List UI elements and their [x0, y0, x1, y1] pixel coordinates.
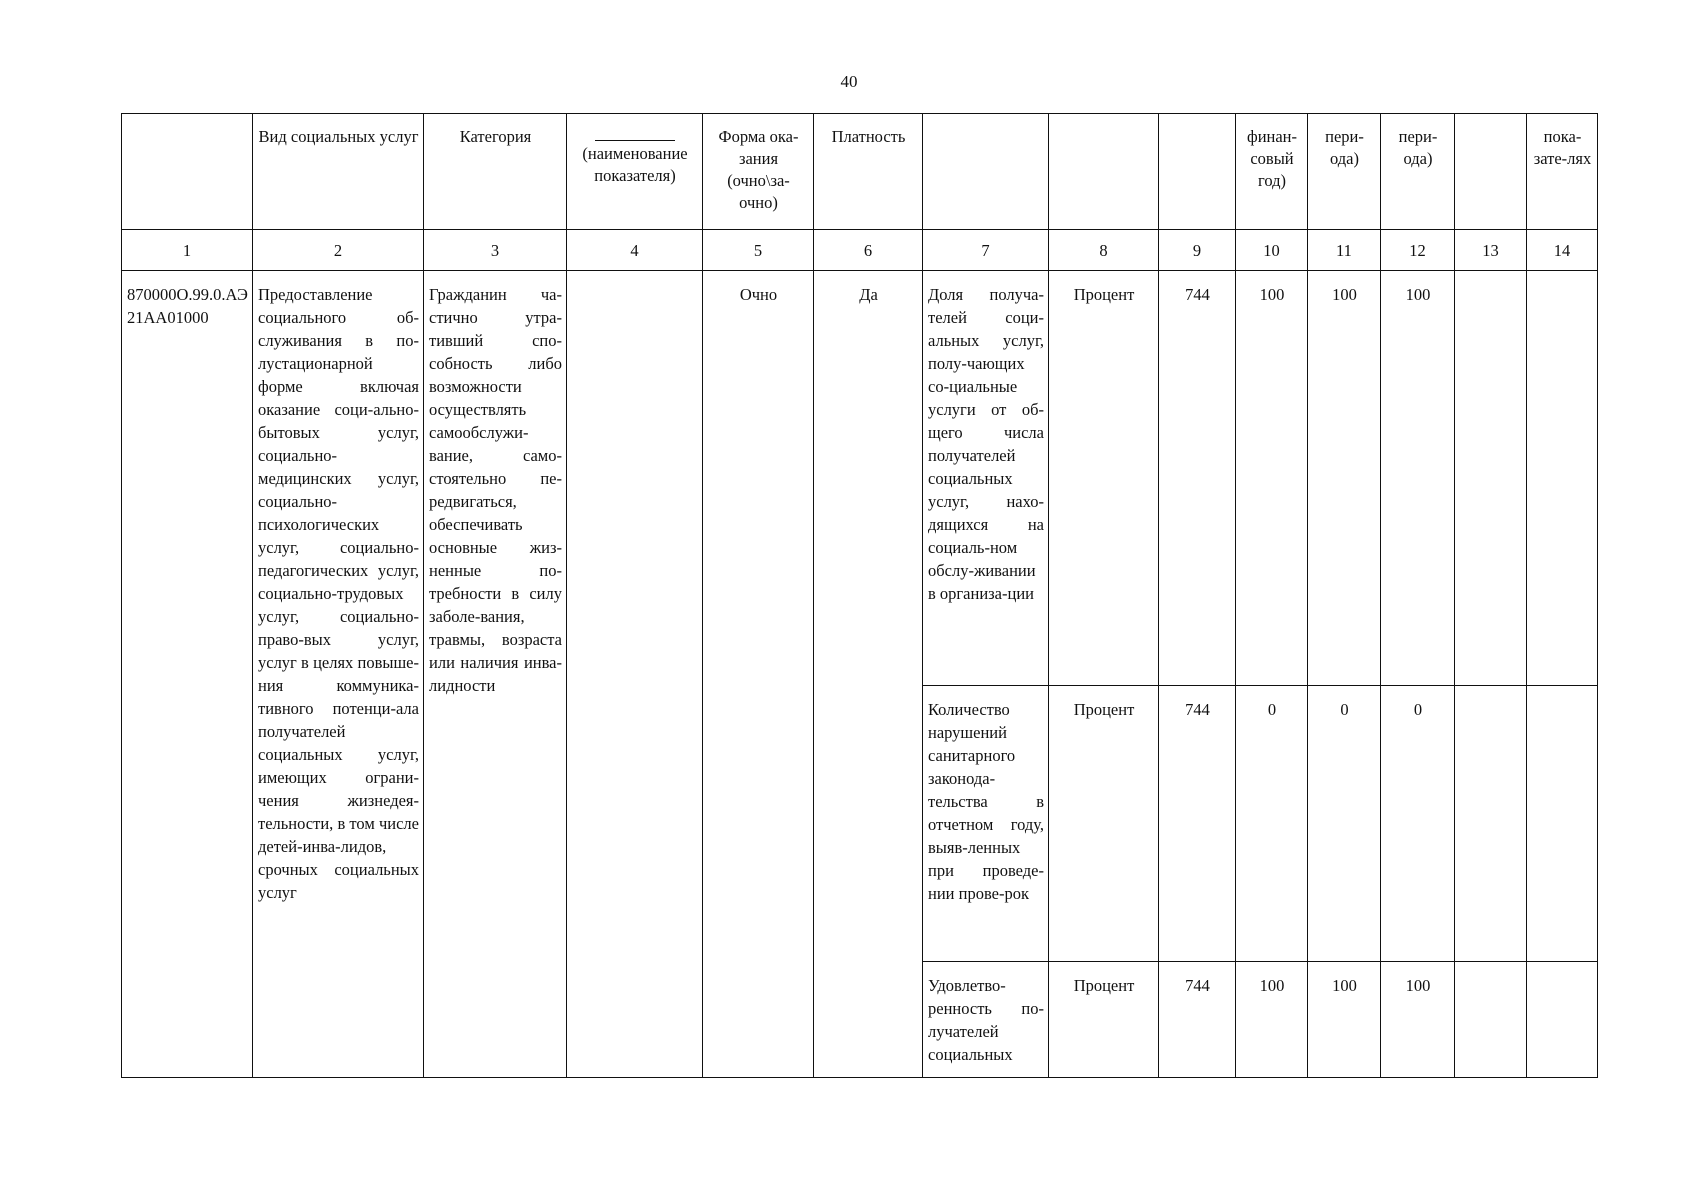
header-cell-1	[122, 114, 253, 230]
column-number: 9	[1159, 230, 1236, 271]
indicator-value-13	[1455, 962, 1527, 1078]
header-cell-7	[923, 114, 1049, 230]
indicator-name: Удовлетво-ренность по-лучателей социальных	[923, 962, 1049, 1078]
header-blank-line	[595, 140, 675, 141]
page-number: 40	[840, 72, 858, 91]
indicator-unit: Процент	[1049, 271, 1159, 686]
indicator-value-period-2: 100	[1381, 271, 1455, 686]
header-cell-8	[1049, 114, 1159, 230]
indicator-unit: Процент	[1049, 686, 1159, 962]
indicator-okei-code: 744	[1159, 271, 1236, 686]
indicator-value-year: 100	[1236, 962, 1308, 1078]
header-cell-indicators: пока-зате-лях	[1527, 114, 1598, 230]
header-cell-period-1: пери-ода)	[1308, 114, 1381, 230]
table-header-row	[122, 114, 1598, 230]
indicator-value-year: 0	[1236, 686, 1308, 962]
record-indicator-name	[567, 271, 703, 1078]
record-category: Гражданин ча-стично утра-тивший спо-собность либо возможности осуществлять самообслужи-вание, само-стоятельно пе-редвигаться, обеспечивать основные жиз-ненные по-требности в силу заболе-вания, травмы, возраста или наличия инва-лидности	[424, 271, 567, 1078]
record-code: 870000О.99.0.АЭ21АА01000	[122, 271, 253, 1078]
indicator-name: Доля получа-телей соци-альных услуг, полу-чающих со-циальные услуги от об-щего числа получателей социальных услуг, нахо-дящихся на социаль-ном обслу-живании в организа-ции	[923, 271, 1049, 686]
column-numbers-row	[122, 230, 1598, 271]
indicator-okei-code: 744	[1159, 686, 1236, 962]
column-number: 11	[1308, 230, 1381, 271]
column-number: 6	[814, 230, 923, 271]
header-cell-indicator-name	[567, 114, 703, 230]
indicator-value-period-2: 0	[1381, 686, 1455, 962]
header-cell-period-2: пери-ода)	[1381, 114, 1455, 230]
indicator-value-period-1: 0	[1308, 686, 1381, 962]
column-number: 12	[1381, 230, 1455, 271]
indicator-value-13	[1455, 271, 1527, 686]
header-cell-13	[1455, 114, 1527, 230]
record-service-type: Предоставление социального об-служивания в по-лустационарной форме включая оказание соци-ально-бытовых услуг, социально-медицинских услуг, социально-психологических услуг, социально-педагогических услуг, социально-трудовых услуг, социально-право-вых услуг, услуг в целях повыше-ния коммуника-тивного потенци-ала получателей социальных услуг, имеющих ограни-чения жизнедея-тельности, в том числе детей-инва-лидов, срочных социальных услуг	[253, 271, 424, 1078]
indicator-okei-code: 744	[1159, 962, 1236, 1078]
header-cell-form: Форма ока-зания (очно\за-очно)	[703, 114, 814, 230]
indicator-value-period-2: 100	[1381, 962, 1455, 1078]
column-number: 13	[1455, 230, 1527, 271]
header-cell-category: Категория	[424, 114, 567, 230]
column-number: 3	[424, 230, 567, 271]
column-number: 8	[1049, 230, 1159, 271]
header-cell-payment: Платность	[814, 114, 923, 230]
column-number: 14	[1527, 230, 1598, 271]
indicator-value-14	[1527, 962, 1598, 1078]
indicator-value-period-1: 100	[1308, 271, 1381, 686]
indicator-table	[121, 113, 1598, 1078]
indicator-value-14	[1527, 271, 1598, 686]
header-indicator-name-label: (наименование показателя)	[582, 144, 688, 185]
indicator-value-year: 100	[1236, 271, 1308, 686]
indicator-name: Количество нарушений санитарного законода-тельства в отчетном году, выяв-ленных при проведе-нии прове-рок	[923, 686, 1049, 962]
table-row	[122, 271, 1598, 686]
column-number: 1	[122, 230, 253, 271]
indicator-value-period-1: 100	[1308, 962, 1381, 1078]
column-number: 10	[1236, 230, 1308, 271]
indicator-value-14	[1527, 686, 1598, 962]
column-number: 4	[567, 230, 703, 271]
column-number: 2	[253, 230, 424, 271]
record-payment: Да	[814, 271, 923, 1078]
record-form: Очно	[703, 271, 814, 1078]
header-cell-service-type: Вид социальных услуг	[253, 114, 424, 230]
column-number: 5	[703, 230, 814, 271]
indicator-unit: Процент	[1049, 962, 1159, 1078]
header-cell-financial-year: финан-совый год)	[1236, 114, 1308, 230]
indicator-value-13	[1455, 686, 1527, 962]
column-number: 7	[923, 230, 1049, 271]
header-cell-9	[1159, 114, 1236, 230]
